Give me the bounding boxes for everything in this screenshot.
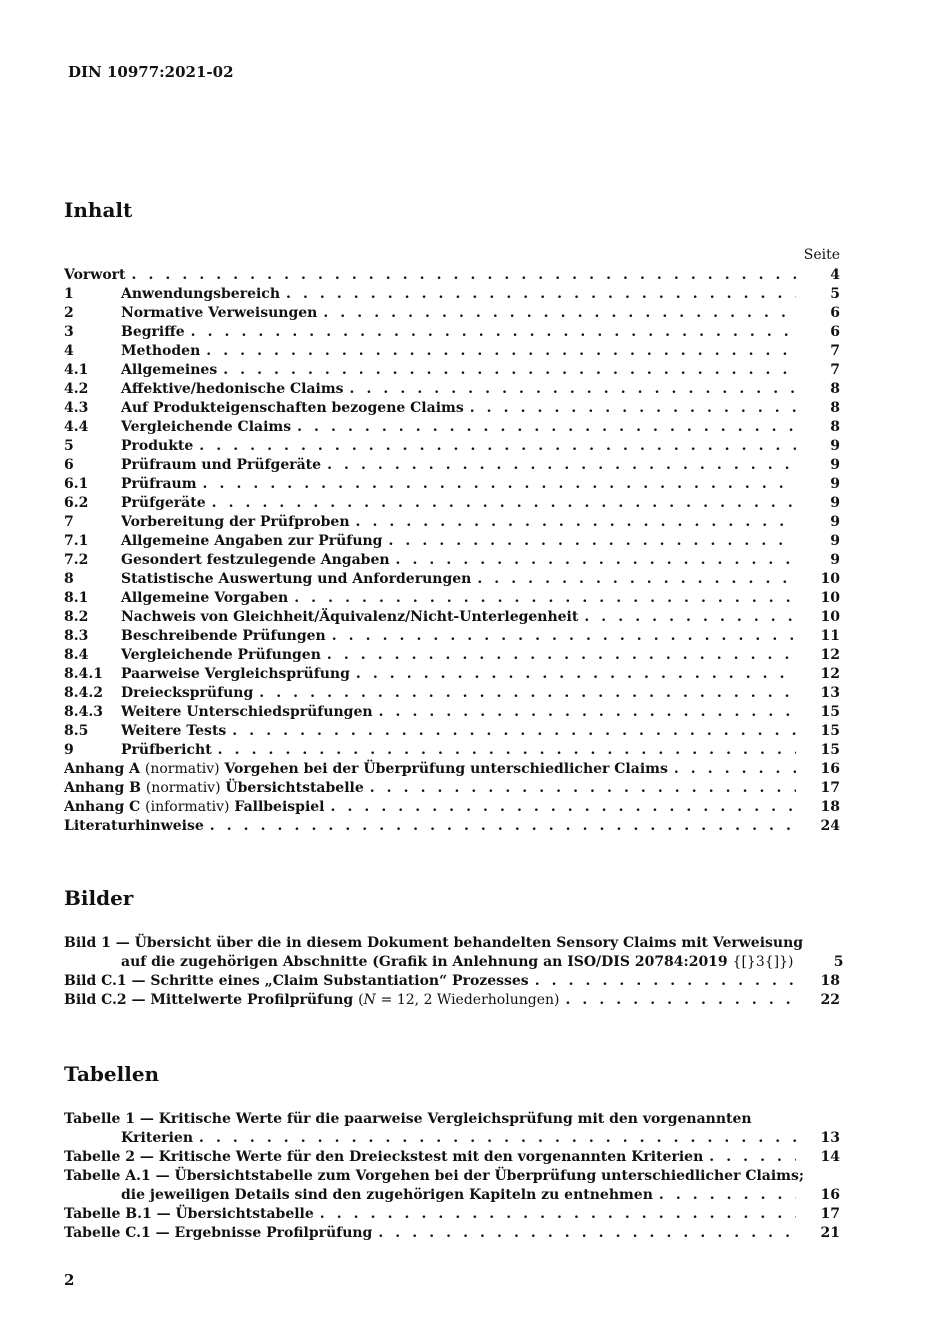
dot-leader [565,991,796,1010]
toc-entry-number: 8.2 [64,609,89,625]
dot-leader [259,684,796,703]
table-2-entry[interactable] [64,1148,840,1167]
toc-entry-number: 6.1 [64,476,89,492]
table-1-title-line2: Kriterien [121,1130,194,1146]
toc-entry-number: 7.2 [64,552,89,568]
toc-entry-page: 8 [830,400,840,416]
dot-leader [206,342,796,361]
toc-entry-page: 9 [830,495,840,511]
figure-1-title-line1[interactable]: Bild 1 — Übersicht über die in diesem Dokument behandelten Sensory Claims mit Verweisung [64,935,804,951]
toc-entry-title: Produkte [121,438,194,454]
dot-leader [327,646,796,665]
dot-leader [323,304,796,323]
toc-entry-page: 4 [830,267,840,283]
figures-heading: Bilder [64,886,134,910]
toc-entry-number: 2 [64,305,74,321]
toc-entry-page: 6 [830,305,840,321]
toc-entry-number: 7.1 [64,533,89,549]
toc-entry[interactable] [64,589,840,608]
dot-leader [535,972,796,991]
toc-entry-page: 17 [820,780,840,796]
toc-entry-page: 7 [830,343,840,359]
toc-entry-title: Normative Verweisungen [121,305,318,321]
dot-leader [370,779,796,798]
dot-leader [350,380,796,399]
toc-entry-number: 8.4.2 [64,685,103,701]
toc-entry-page: 14 [820,1149,840,1165]
toc-entry-page: 24 [820,818,840,834]
figure-c1-entry[interactable] [64,972,840,991]
toc-entry-page: 6 [830,324,840,340]
dot-leader [379,703,796,722]
figure-1-title-line2: auf die zugehörigen Abschnitte (Grafik in Anlehnung an ISO/DIS 20784:2019 {[}3{]}) [121,954,794,970]
toc-entry-title: Auf Produkteigenschaften bezogene Claims [121,400,464,416]
dot-leader [332,627,796,646]
toc-entry[interactable] [64,437,840,456]
toc-entry-title: Prüfgeräte [121,495,206,511]
toc-entry-page: 12 [820,647,840,663]
toc-entry-page: 10 [820,571,840,587]
toc-entry-number: 4.3 [64,400,89,416]
dot-leader [356,513,796,532]
toc-entry-title: Allgemeine Vorgaben [121,590,289,606]
toc-entry-number: 8.4.3 [64,704,103,720]
toc-entry-title: Allgemeines [121,362,218,378]
toc-annex-title: Anhang A (normativ) Vorgehen bei der Überprüfung unterschiedlicher Claims [64,761,668,777]
toc-entry-page: 16 [820,761,840,777]
toc-entry[interactable] [64,741,840,760]
toc-entry-number: 1 [64,286,74,302]
toc-entry-title: Vergleichende Claims [121,419,292,435]
toc-entry-page: 9 [830,476,840,492]
dot-leader [709,1148,796,1167]
dot-leader [378,1224,796,1243]
toc-entry-number: 9 [64,742,74,758]
toc-entry-page: 8 [830,381,840,397]
tables-heading: Tabellen [64,1062,160,1086]
toc-entry[interactable] [64,418,840,437]
dot-leader [584,608,796,627]
table-of-contents [64,266,840,836]
toc-entry[interactable] [64,399,840,418]
dot-leader [199,437,796,456]
dot-leader [356,665,796,684]
toc-entry-number: 8 [64,571,74,587]
toc-entry-number: 6 [64,457,74,473]
dot-leader [203,475,796,494]
dot-leader [327,456,796,475]
toc-entry-title: Weitere Unterschiedsprüfungen [121,704,373,720]
dot-leader [218,741,796,760]
toc-entry-title: Anwendungsbereich [121,286,280,302]
toc-entry-number: 6.2 [64,495,89,511]
dot-leader [331,798,796,817]
dot-leader [223,361,796,380]
toc-entry-page: 21 [820,1225,840,1241]
toc-entry-title: Weitere Tests [121,723,227,739]
toc-entry-title: Affektive/hedonische Claims [121,381,344,397]
dot-leader [199,1129,796,1148]
toc-entry-number: 8.4 [64,647,89,663]
toc-entry-page: 9 [830,457,840,473]
toc-entry-number: 5 [64,438,74,454]
toc-entry-number: 8.3 [64,628,89,644]
toc-entry-title: Literaturhinweise [64,818,204,834]
toc-annex-title: Anhang C (informativ) Fallbeispiel [64,799,325,815]
contents-heading: Inhalt [64,198,133,222]
toc-entry[interactable] [64,570,840,589]
toc-entry-title: Prüfraum und Prüfgeräte [121,457,322,473]
table-c1-title: Tabelle C.1 — Ergebnisse Profilprüfung [64,1225,373,1241]
figure-c1-title: Bild C.1 — Schritte eines „Claim Substantiation“ Prozesses [64,973,529,989]
toc-entry[interactable] [64,665,840,684]
toc-entry-title: Dreiecksprüfung [121,685,254,701]
toc-entry-title: Statistische Auswertung und Anforderungen [121,571,472,587]
toc-entry-page: 16 [820,1187,840,1203]
figure-1-entry[interactable] [64,953,844,972]
toc-entry-page: 15 [820,704,840,720]
toc-entry-number: 4.2 [64,381,89,397]
toc-entry-page: 10 [820,609,840,625]
toc-entry-page: 18 [820,973,840,989]
toc-entry-title: Begriffe [121,324,185,340]
toc-entry-number: 8.1 [64,590,89,606]
table-a1-title-line1[interactable]: Tabelle A.1 — Übersichtstabelle zum Vorgehen bei der Überprüfung unterschiedlicher Claims; [64,1168,805,1184]
toc-annex-title: Anhang B (normativ) Übersichtstabelle [64,780,364,796]
table-1-title-line1[interactable]: Tabelle 1 — Kritische Werte für die paarweise Vergleichsprüfung mit den vorgenannten [64,1111,752,1127]
toc-entry-page: 15 [820,723,840,739]
dot-leader [674,760,796,779]
toc-entry-title: Prüfraum [121,476,197,492]
toc-entry-title: Vorbereitung der Prüfproben [121,514,350,530]
toc-entry-title: Nachweis von Gleichheit/Äquivalenz/Nicht-Unterlegenheit [121,609,579,625]
toc-entry-number: 3 [64,324,74,340]
dot-leader [191,323,796,342]
toc-entry[interactable] [64,361,840,380]
toc-entry-page: 11 [820,628,840,644]
dot-leader [470,399,796,418]
table-2-title: Tabelle 2 — Kritische Werte für den Dreieckstest mit den vorgenannten Kriterien [64,1149,704,1165]
toc-entry-vorwort[interactable] [64,266,840,285]
toc-entry[interactable] [64,608,840,627]
list-of-tables [64,1110,840,1243]
toc-entry-page: 18 [820,799,840,815]
toc-entry-title: Beschreibende Prüfungen [121,628,326,644]
toc-entry[interactable] [64,304,840,323]
table-a1-entry[interactable] [64,1186,840,1205]
toc-entry[interactable] [64,342,840,361]
toc-entry-page: 17 [820,1206,840,1222]
toc-entry-number: 4.1 [64,362,89,378]
table-a1-title-line2: die jeweiligen Details sind den zugehörigen Kapiteln zu entnehmen [121,1187,653,1203]
toc-entry-page: 5 [830,286,840,302]
toc-entry[interactable] [64,646,840,665]
toc-entry-page: 12 [820,666,840,682]
toc-entry[interactable] [64,513,840,532]
table-b1-entry[interactable] [64,1205,840,1224]
toc-entry-number: 7 [64,514,74,530]
dot-leader [396,551,796,570]
toc-entry-title: Gesondert festzulegende Angaben [121,552,390,568]
toc-entry-page: 9 [830,533,840,549]
toc-annex-a[interactable] [64,760,840,779]
toc-entry-page: 9 [830,514,840,530]
toc-entry[interactable] [64,684,840,703]
toc-entry[interactable] [64,380,840,399]
toc-entry-page: 13 [820,685,840,701]
dot-leader [659,1186,796,1205]
toc-entry-title: Methoden [121,343,201,359]
toc-entry-page: 15 [820,742,840,758]
table-1-entry[interactable] [64,1129,840,1148]
toc-annex-c[interactable] [64,798,840,817]
table-c1-entry[interactable] [64,1224,840,1243]
toc-entry-page: 7 [830,362,840,378]
dot-leader [212,494,796,513]
dot-leader [294,589,796,608]
toc-entry[interactable] [64,475,840,494]
toc-entry-title: Prüfbericht [121,742,212,758]
toc-entry[interactable] [64,285,840,304]
toc-entry-page: 8 [830,419,840,435]
toc-entry-title: Paarweise Vergleichsprüfung [121,666,350,682]
dot-leader [297,418,796,437]
dot-leader [320,1205,796,1224]
toc-entry-number: 8.5 [64,723,89,739]
toc-entry[interactable] [64,703,840,722]
toc-entry-number: 8.4.1 [64,666,103,682]
toc-literature[interactable] [64,817,840,836]
page-column-label: Seite [803,247,840,263]
dot-leader [210,817,796,836]
toc-annex-b[interactable] [64,779,840,798]
dot-leader [132,266,796,285]
toc-entry-page: 5 [833,954,844,970]
toc-entry-title: Vorwort [64,267,126,283]
toc-entry-title: Vergleichende Prüfungen [121,647,321,663]
toc-entry-page: 9 [830,438,840,454]
dot-leader [232,722,796,741]
toc-entry-page: 10 [820,590,840,606]
toc-entry[interactable] [64,532,840,551]
document-id: DIN 10977:2021-02 [68,63,234,81]
toc-entry[interactable] [64,551,840,570]
list-of-figures [64,934,844,1010]
dot-leader [388,532,796,551]
toc-entry[interactable] [64,494,840,513]
toc-entry-number: 4.4 [64,419,89,435]
dot-leader [477,570,796,589]
page-number: 2 [64,1271,75,1289]
figure-c2-entry[interactable] [64,991,840,1010]
toc-entry[interactable] [64,627,840,646]
toc-entry-title: Allgemeine Angaben zur Prüfung [121,533,383,549]
toc-entry[interactable] [64,323,840,342]
toc-entry-number: 4 [64,343,74,359]
toc-entry-page: 22 [820,992,840,1008]
toc-entry-page: 9 [830,552,840,568]
dot-leader [286,285,796,304]
table-b1-title: Tabelle B.1 — Übersichtstabelle [64,1206,314,1222]
figure-c2-title: Bild C.2 — Mittelwerte Profilprüfung (N = 12, 2 Wiederholungen) [64,992,560,1008]
toc-entry[interactable] [64,456,840,475]
toc-entry[interactable] [64,722,840,741]
toc-entry-page: 13 [820,1130,840,1146]
